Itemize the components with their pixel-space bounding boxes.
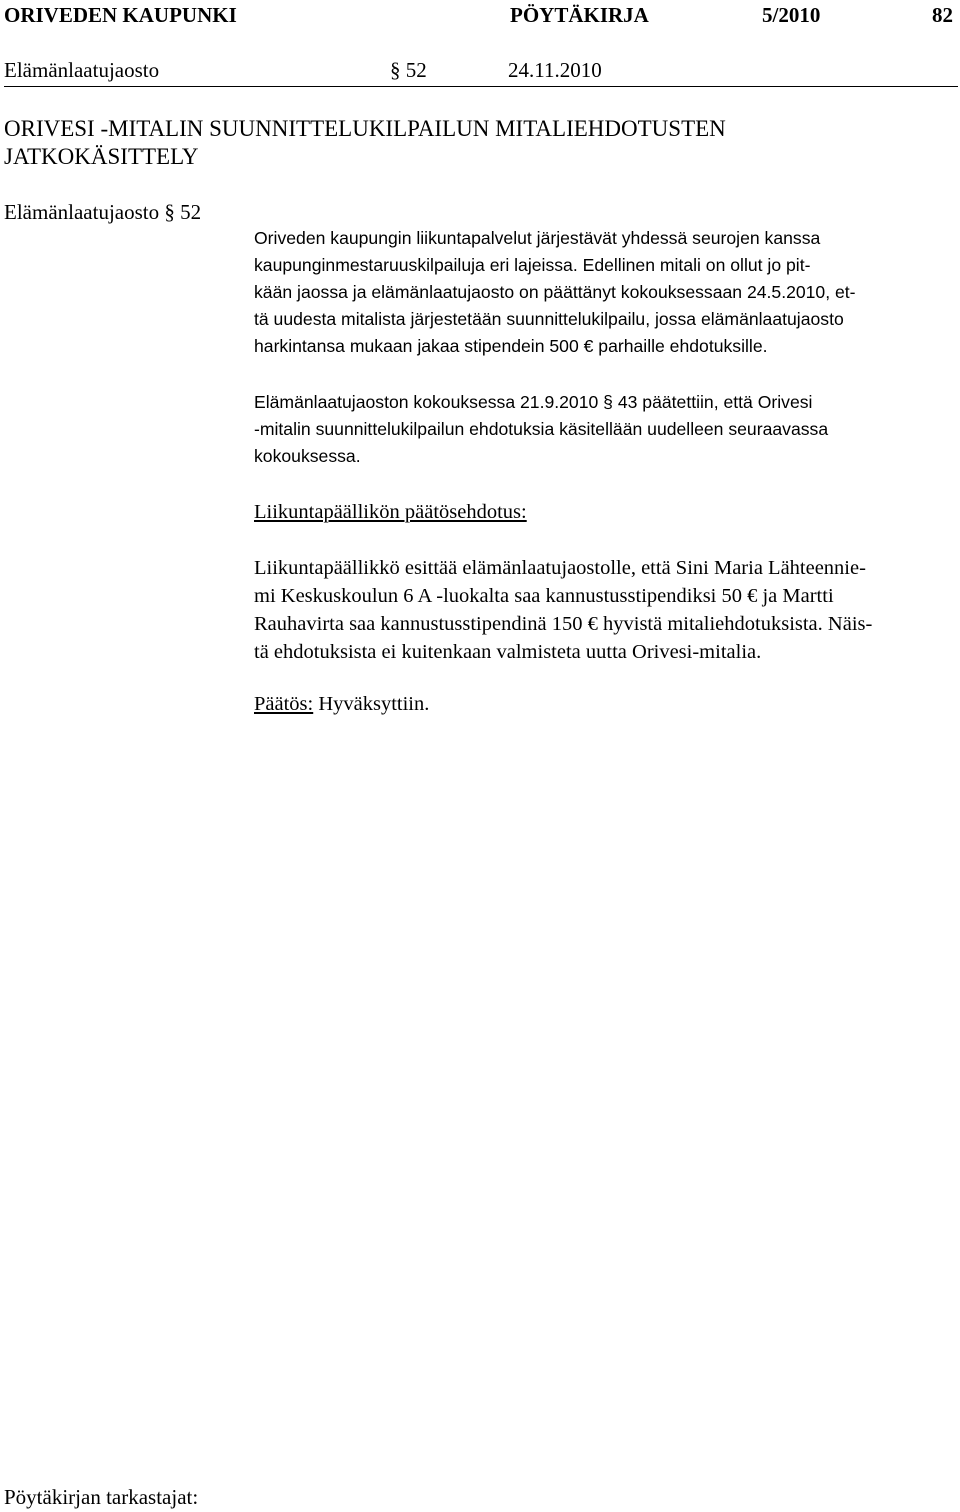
org-name: ORIVEDEN KAUPUNKI: [4, 3, 237, 27]
para2-line: -mitalin suunnittelukilpailun ehdotuksia käsitellään uudelleen seuraavassa: [254, 419, 829, 439]
paragraph-background: [254, 225, 856, 360]
title-line-2: JATKOKÄSITTELY: [4, 144, 199, 169]
footer-reviewers: Pöytäkirjan tarkastajat:: [4, 1485, 199, 1509]
meeting-date: 24.11.2010: [508, 58, 602, 82]
margin-reference: Elämänlaatujaosto § 52: [4, 200, 202, 224]
para2-line: Elämänlaatujaoston kokouksessa 21.9.2010 § 43 päätettiin, että Orivesi: [254, 392, 813, 412]
paragraph-previous-meeting: [254, 389, 828, 470]
page-number: 82: [932, 3, 953, 27]
para1-line: Oriveden kaupungin liikuntapalvelut järjestävät yhdessä seurojen kanssa: [254, 228, 821, 248]
decision-text: Hyväksyttiin.: [313, 693, 430, 715]
proposal-heading: Liikuntapäällikön päätösehdotus:: [254, 501, 527, 523]
page-title: [4, 115, 726, 171]
para3-line: Liikuntapäällikkö esittää elämänlaatujaostolle, että Sini Maria Lähteennie-: [254, 557, 866, 579]
para1-line: tä uudesta mitalista järjestetään suunnittelukilpailu, jossa elämänlaatujaosto: [254, 309, 844, 329]
para1-line: harkintansa mukaan jakaa stipendein 500 € parhaille ehdotuksille.: [254, 336, 768, 356]
para1-line: kään jaossa ja elämänlaatujaosto on päättänyt kokouksessaan 24.5.2010, et-: [254, 282, 856, 302]
committee-name: Elämänlaatujaosto: [4, 58, 160, 82]
paragraph-proposal: [254, 554, 872, 666]
issue-number: 5/2010: [762, 3, 821, 27]
header-divider: [4, 86, 958, 87]
para2-line: kokouksessa.: [254, 446, 361, 466]
para1-line: kaupunginmestaruuskilpailuja eri lajeissa. Edellinen mitali on ollut jo pit-: [254, 255, 811, 275]
para3-line: mi Keskuskoulun 6 A -luokalta saa kannustusstipendiksi 50 € ja Martti: [254, 585, 834, 607]
title-line-1: ORIVESI -MITALIN SUUNNITTELUKILPAILUN MITALIEHDOTUSTEN: [4, 116, 726, 141]
para3-line: Rauhavirta saa kannustusstipendinä 150 € hyvistä mitaliehdotuksista. Näis-: [254, 613, 873, 635]
para3-line: tä ehdotuksista ei kuitenkaan valmisteta uutta Orivesi-mitalia.: [254, 641, 762, 663]
decision-label: Päätös:: [254, 693, 314, 715]
decision: [254, 691, 429, 718]
section-number: § 52: [390, 58, 427, 82]
document-type: PÖYTÄKIRJA: [510, 3, 649, 27]
